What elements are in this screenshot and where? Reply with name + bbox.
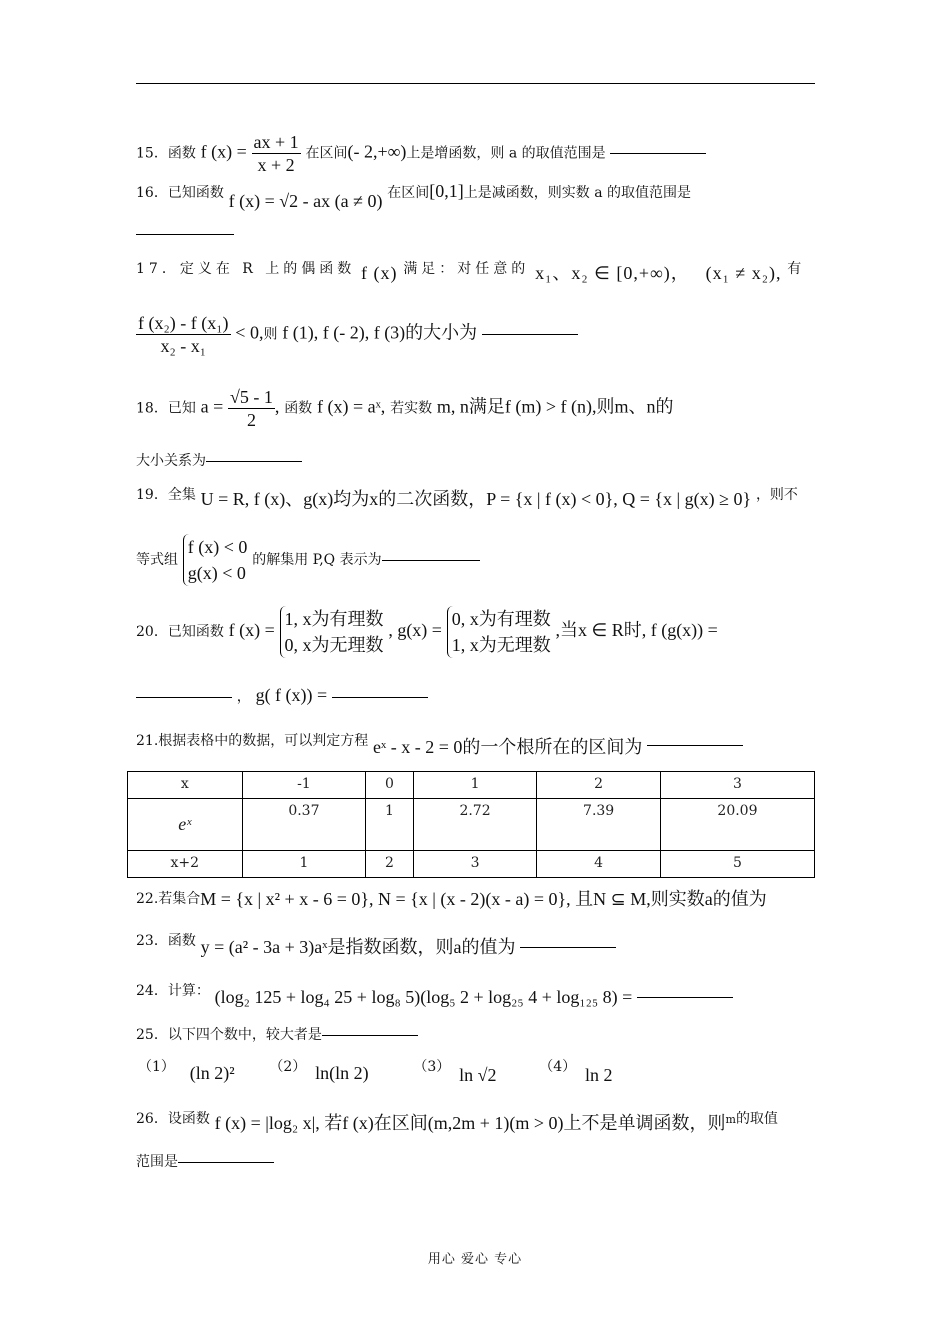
answer-blank	[647, 745, 743, 746]
header-rule	[136, 83, 815, 84]
q20-f-case2: 0, x为无理数	[284, 635, 384, 655]
q15-interval: (- 2,+∞)	[347, 141, 407, 162]
q18-numerator: √5 - 1	[230, 387, 273, 407]
q15-lhs: f (x) =	[200, 141, 247, 162]
q21-number: 21.根据表格中的数据，可以判定方程	[136, 733, 369, 749]
q19-line2-pre: 等式组	[136, 552, 178, 568]
table-cell: x	[128, 772, 243, 799]
answer-blank	[178, 1162, 274, 1163]
q22-expr: M = {x | x² + x - 6 = 0}, N = {x | (x - 2)(x - a) = 0}, 且N ⊆ M,则实数a的值为	[200, 889, 767, 909]
answer-blank	[322, 1035, 418, 1036]
q20-g-cases	[447, 606, 551, 658]
table-cell: 5	[660, 851, 814, 878]
answer-blank	[520, 947, 616, 948]
answer-blank	[136, 234, 234, 235]
question-23	[136, 928, 616, 957]
q18-fn: 函数	[284, 400, 313, 417]
answer-blank	[382, 560, 480, 561]
q20-sep: ，	[236, 689, 251, 705]
q21-eq: eˣ - x - 2 = 0的一个根所在的区间为	[373, 737, 643, 757]
q16-expr: f (x) = √2 - ax (a ≠ 0)	[228, 191, 383, 211]
answer-blank	[136, 697, 232, 698]
q20-f-cases	[280, 606, 384, 658]
question-24	[136, 978, 733, 1007]
q18-fraction	[228, 386, 275, 431]
q18-denominator: 2	[246, 410, 256, 430]
table-cell: 0	[366, 772, 414, 799]
q20-line2	[136, 684, 428, 708]
q18-comma: ,	[274, 396, 280, 417]
q18-fx: f (x) = aˣ,	[316, 396, 386, 417]
question-16	[136, 180, 691, 211]
q16-text: 在区间	[387, 185, 430, 201]
q17-numerator: f (x₂) - f (x₁)	[138, 313, 229, 333]
question-20	[136, 606, 718, 658]
table-cell: x+2	[128, 851, 243, 878]
table-cell: 1	[413, 772, 537, 799]
q16-tail: 上是减函数，则实数 a 的取值范围是	[463, 185, 691, 201]
q20-when: ,当x ∈ R时, f (g(x)) =	[555, 620, 718, 640]
q18-number: 18．已知	[136, 400, 196, 417]
answer-blank	[637, 997, 733, 998]
table-cell: 0.37	[242, 799, 366, 851]
answer-blank	[332, 697, 428, 698]
q19-expr: U = R, f (x)、g(x)均为x的二次函数，P = {x | f (x) < 0}, Q = {x | g(x) ≥ 0}	[200, 489, 752, 509]
table-cell: 2	[366, 851, 414, 878]
table-cell: 7.39	[537, 799, 661, 851]
q17-cond: (x₁ ≠ x₂),	[705, 263, 782, 283]
answer-blank	[206, 461, 302, 462]
q17-tail: 有	[787, 261, 803, 277]
q17-ineq: < 0,	[235, 322, 264, 343]
table-cell: 1	[242, 851, 366, 878]
q16-interval: [0,1]	[429, 181, 464, 201]
page-footer: 用心 爱心 专心	[427, 1252, 523, 1267]
q17-fx: f (x)	[361, 263, 398, 283]
table-cell: 1	[366, 799, 414, 851]
table-cell: 2.72	[413, 799, 537, 851]
q20-f-case1: 1, x为有理数	[284, 609, 384, 629]
question-22	[136, 886, 767, 910]
q20-number: 20．已知函数	[136, 624, 224, 640]
table-cell: 4	[537, 851, 661, 878]
q20-gf: g( f (x)) =	[255, 685, 328, 705]
q15-fraction	[252, 131, 301, 176]
q20-g-case2: 1, x为无理数	[451, 635, 551, 655]
table-row	[128, 772, 815, 799]
q20-g-lhs: , g(x) =	[388, 620, 442, 640]
q26-tail: 的取值	[735, 1111, 778, 1127]
question-21	[136, 728, 743, 757]
q18-a-lhs: a =	[200, 396, 224, 417]
q25-opt4-label: （4）	[539, 1059, 577, 1075]
q16-number: 16．已知函数	[136, 185, 224, 201]
q17-number: 17．定义在 R 上的偶函数	[136, 261, 356, 277]
q16-blank-line	[136, 222, 234, 244]
q19-tail: ，则不	[755, 487, 798, 503]
table-cell: 20.09	[660, 799, 814, 851]
q19-sys2: g(x) < 0	[187, 563, 246, 583]
q25-opt3-label: （3）	[413, 1059, 451, 1075]
q15-denominator: x + 2	[257, 155, 295, 175]
q17-then: 则	[263, 326, 278, 343]
q18-line2	[136, 449, 302, 472]
q19-sys1: f (x) < 0	[187, 537, 248, 557]
q26-m: m	[725, 1113, 736, 1126]
table-cell: 3	[413, 851, 537, 878]
q24-number: 24．计算：	[136, 983, 210, 999]
answer-blank	[482, 334, 578, 335]
ex-label: eˣ	[178, 814, 192, 834]
q15-tail: 上是增函数，则 a 的取值范围是	[406, 145, 606, 162]
q20-g-case1: 0, x为有理数	[451, 609, 551, 629]
table-row	[128, 799, 815, 851]
q17-compare: f (1), f (- 2), f (3)的大小为	[282, 322, 478, 343]
q25-opt1-label: （1）	[138, 1059, 175, 1075]
q17-denominator: x₂ - x₁	[160, 336, 207, 356]
q25-opt2-value: ln(ln 2)	[315, 1063, 369, 1083]
table-row	[128, 851, 815, 878]
q15-text: 在区间	[305, 145, 348, 162]
q25-opt2-label: （2）	[269, 1059, 307, 1075]
question-17	[136, 256, 803, 283]
q18-cond: m, n满足f (m) > f (n),则m、n的	[436, 396, 674, 417]
q25-opt3-value: ln √2	[459, 1065, 497, 1085]
q25-opt1-value: (ln 2)²	[189, 1063, 235, 1083]
q22-number: 22.若集合	[136, 891, 201, 907]
q18-text: 若实数	[390, 400, 433, 417]
q17-vars: x₁、x₂ ∈ [0,+∞)，	[535, 263, 690, 283]
q17-text: 满足：对任意的	[403, 261, 530, 277]
q15-number: 15．函数	[136, 145, 196, 162]
q20-f-lhs: f (x) =	[228, 620, 275, 640]
q24-expr: (log₂ 125 + log₄ 25 + log₈ 5)(log₅ 2 + log₂₅ 4 + log₁₂₅ 8) =	[214, 987, 633, 1007]
table-cell: 3	[660, 772, 814, 799]
q19-line2	[136, 534, 480, 586]
q19-system	[183, 534, 248, 586]
q26-line2-text: 范围是	[136, 1154, 178, 1170]
q23-expr: y = (a² - 3a + 3)aˣ是指数函数，则a的值为	[200, 937, 516, 957]
question-26	[136, 1106, 778, 1131]
table-cell	[128, 799, 243, 851]
question-18	[136, 386, 673, 431]
question-25	[136, 1023, 418, 1046]
data-table	[127, 771, 815, 878]
answer-blank	[610, 153, 706, 154]
table-cell: -1	[242, 772, 366, 799]
question-19	[136, 482, 798, 509]
q25-number: 25．以下四个数中，较大者是	[136, 1027, 322, 1043]
q18-line2-text: 大小关系为	[136, 453, 206, 469]
q25-options	[138, 1054, 613, 1085]
q17-fraction	[136, 312, 231, 357]
q26-line2	[136, 1150, 274, 1173]
q26-number: 26．设函数	[136, 1111, 210, 1127]
q19-line2-post: 的解集用 P,Q 表示为	[252, 552, 382, 568]
question-15	[136, 131, 706, 176]
q23-number: 23．函数	[136, 933, 196, 949]
q25-opt4-value: ln 2	[584, 1065, 613, 1085]
table-cell: 2	[537, 772, 661, 799]
q17-line2	[136, 312, 578, 357]
q15-numerator: ax + 1	[253, 132, 299, 152]
q19-number: 19．全集	[136, 487, 196, 503]
q26-expr: f (x) = |log₂ x|, 若f (x)在区间(m,2m + 1)(m > 0)上不是单调函数，则	[214, 1113, 726, 1133]
